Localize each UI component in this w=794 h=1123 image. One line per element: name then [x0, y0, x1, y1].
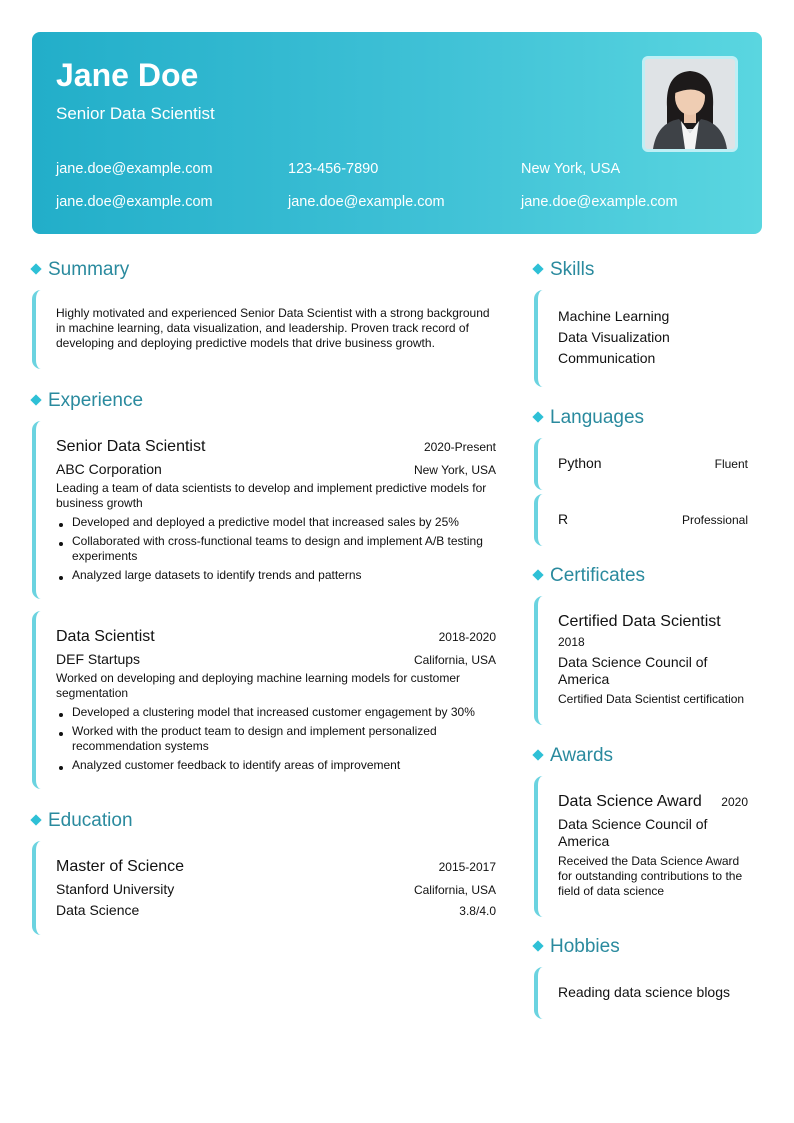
- certificate-issuer: Data Science Council of America: [558, 654, 708, 687]
- summary-section-heading: [30, 256, 496, 284]
- education-card: [32, 841, 496, 935]
- diamond-icon: [532, 569, 543, 580]
- school-location: California, USA: [413, 883, 496, 897]
- achievement-item: Collaborated with cross-functional teams to design and implement A/B testing experiments: [56, 534, 496, 564]
- job-dates: 2018-2020: [438, 630, 496, 644]
- field-of-study: Data Science: [56, 902, 140, 918]
- certificates-heading: Certificates: [550, 565, 646, 586]
- left-column: [30, 256, 496, 935]
- diamond-icon: [30, 263, 41, 274]
- job-description: Worked on developing and deploying machine learning models for customer segmentation: [56, 671, 461, 700]
- language-item: [534, 438, 748, 490]
- experience-heading: Experience: [48, 390, 144, 411]
- languages-section-heading: [532, 404, 748, 432]
- award-year: 2020: [721, 795, 748, 809]
- job-company: DEF Startups: [56, 651, 141, 667]
- certificate-year: 2018: [558, 635, 585, 649]
- resume-header: [32, 32, 762, 234]
- achievement-item: Developed a clustering model that increased customer engagement by 30%: [56, 705, 496, 720]
- hobbies-card: [534, 967, 748, 1019]
- job-achievements: [56, 705, 496, 773]
- languages-heading: Languages: [550, 407, 645, 428]
- certificate-description: Certified Data Scientist certification: [558, 692, 745, 706]
- achievement-item: Analyzed customer feedback to identify areas of improvement: [56, 758, 496, 773]
- summary-text: Highly motivated and experienced Senior Data Scientist with a strong background in machine learning, data visualization, and leadership. Proven track record of developing and deploying predictive models that drive business growth.: [56, 306, 490, 350]
- certificates-section-heading: [532, 562, 748, 590]
- job-location: New York, USA: [413, 463, 496, 477]
- hobbies-section-heading: [532, 933, 748, 961]
- education-dates: 2015-2017: [438, 860, 496, 874]
- diamond-icon: [532, 940, 543, 951]
- school-name: Stanford University: [56, 881, 175, 897]
- certificate-name: Certified Data Scientist: [558, 613, 721, 630]
- language-name: Python: [558, 455, 602, 471]
- summary-heading: Summary: [48, 259, 130, 280]
- diamond-icon: [30, 394, 41, 405]
- experience-item: [32, 611, 496, 789]
- right-column: [532, 256, 748, 1019]
- gpa: 3.8/4.0: [459, 904, 496, 918]
- candidate-name: Jane Doe: [56, 57, 199, 93]
- skill-item: Data Visualization: [558, 329, 670, 345]
- contact-link-3[interactable]: jane.doe@example.com: [521, 194, 678, 210]
- skill-item: Machine Learning: [558, 308, 670, 324]
- contact-phone[interactable]: 123-456-7890: [288, 161, 379, 177]
- experience-section-heading: [30, 387, 496, 415]
- skills-section-heading: [532, 256, 748, 284]
- contact-email[interactable]: jane.doe@example.com: [56, 161, 213, 177]
- language-level: Fluent: [714, 457, 748, 471]
- candidate-title: Senior Data Scientist: [56, 104, 215, 123]
- job-location: California, USA: [413, 653, 496, 667]
- award-card: [534, 776, 748, 917]
- summary-card: [32, 290, 496, 369]
- awards-heading: Awards: [550, 745, 614, 766]
- job-role: Data Scientist: [56, 628, 155, 645]
- skill-item: Communication: [558, 350, 656, 366]
- certificate-card: [534, 596, 748, 725]
- profile-photo: [642, 56, 738, 152]
- diamond-icon: [532, 263, 543, 274]
- hobbies-heading: Hobbies: [550, 936, 620, 957]
- contact-link-1[interactable]: jane.doe@example.com: [56, 194, 213, 210]
- degree-name: Master of Science: [56, 858, 185, 875]
- education-heading: Education: [48, 810, 133, 831]
- job-dates: 2020-Present: [423, 440, 496, 454]
- award-name: Data Science Award: [558, 793, 702, 810]
- job-role: Senior Data Scientist: [56, 438, 206, 455]
- job-achievements: [56, 515, 496, 583]
- award-issuer: Data Science Council of America: [558, 816, 708, 849]
- hobby-item: Reading data science blogs: [558, 984, 731, 1000]
- skills-card: [534, 290, 748, 387]
- job-description: Leading a team of data scientists to develop and implement predictive models for business growth: [56, 481, 487, 510]
- education-section-heading: [30, 807, 496, 835]
- diamond-icon: [532, 749, 543, 760]
- language-item: [534, 494, 748, 546]
- language-level: Professional: [681, 513, 748, 527]
- achievement-item: Developed and deployed a predictive model that increased sales by 25%: [56, 515, 496, 530]
- language-name: R: [558, 511, 569, 527]
- awards-section-heading: [532, 742, 748, 770]
- achievement-item: Worked with the product team to design and implement personalized recommendation systems: [56, 724, 496, 754]
- award-description: Received the Data Science Award for outstanding contributions to the field of data science: [558, 854, 743, 898]
- diamond-icon: [532, 411, 543, 422]
- avatar-image: [645, 59, 735, 149]
- experience-item: [32, 421, 496, 599]
- contact-location: New York, USA: [521, 161, 621, 177]
- achievement-item: Analyzed large datasets to identify trends and patterns: [56, 568, 496, 583]
- job-company: ABC Corporation: [56, 461, 162, 477]
- contact-link-2[interactable]: jane.doe@example.com: [288, 194, 445, 210]
- skills-heading: Skills: [550, 259, 595, 280]
- diamond-icon: [30, 814, 41, 825]
